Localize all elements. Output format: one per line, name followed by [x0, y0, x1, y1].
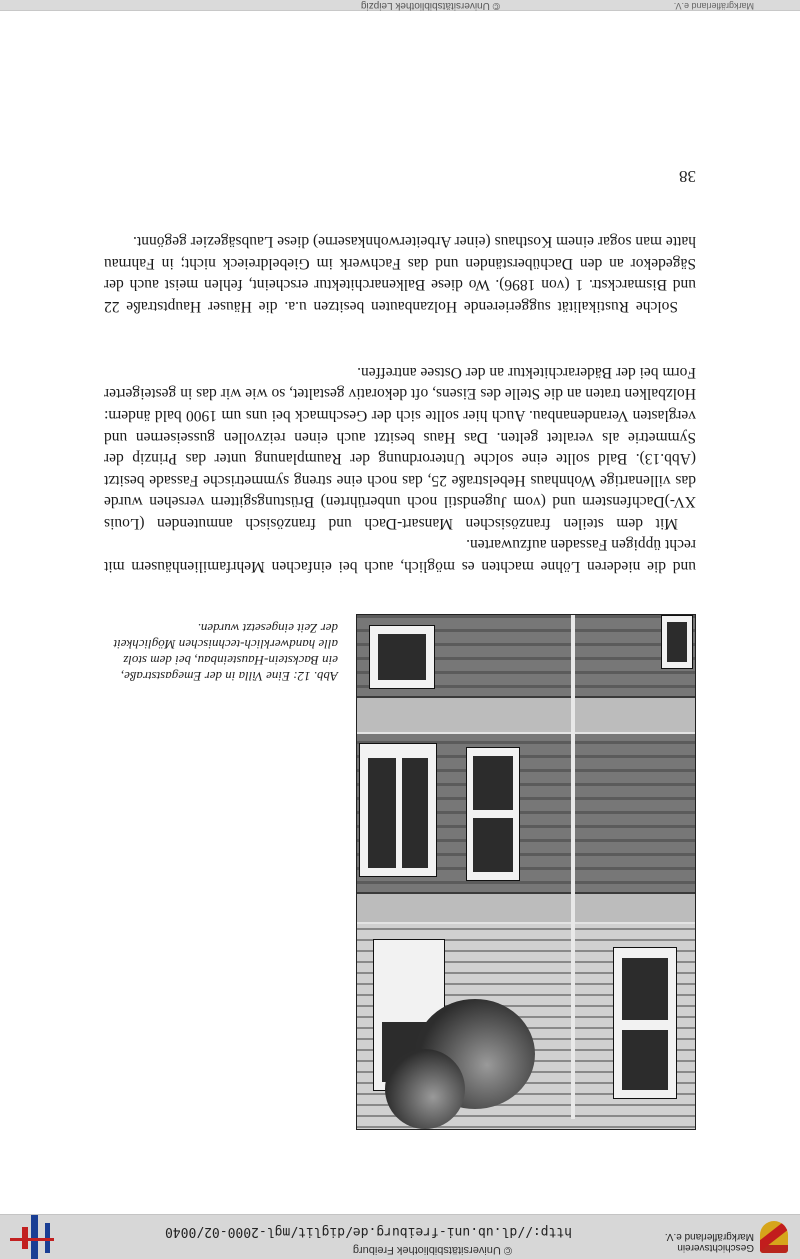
paragraph-mansart: Mit dem steilen französischen Mansart-Dach und französisch anmutenden (Louis XV-)Dachfenstern und (vom Jugendstil noch unberührten) Brüstungsgittern versehen wurde das villenartige Wohnhaus Hebelstraße 25, das noch eine streng symmetrische Fassade besitzt (Abb.13). Bald sollte eine solche Unterordnung der Raumplanung unter das Prinzip der Symmetrie als veraltet gelten. Das Haus besitzt auch einen reizvollen gusseisernen und verglasten Verandenanbau. Auch hier sollte sich der Geschmack bei uns um 1900 bald ändern: Holzbalken traten an die Stelle des Eisens, oft dekorativ gestaltet, so wie wir das in gesteigerter Form bei der Bäderarchitektur an der Ostsee antreffen.: [104, 363, 696, 532]
paragraph-intro: und die niederen Löhne machten es möglich, auch bei einfachen Mehrfamilienhäusern mit recht üppigen Fassaden aufzuwarten.: [104, 536, 696, 575]
figure-caption: Abb. 12: Eine Villa in der Emegaststraße, ein Backstein-Hausteinbau, bei dem stolz alle handwerklich-technischen Möglichkeit der Zeit eingesetzt wurden.: [113, 621, 338, 684]
society-crest-icon: [758, 1219, 790, 1255]
page-number: 38: [679, 167, 696, 186]
paragraph-rustikalitaet: Solche Rustikalität suggerierende Holzanbauten besitzen u.a. die Häuser Hauptstraße 22 und Bismarckstr. 1 (von 1896). Wo diese Balkenarchitektur erscheint, fehlen meist auch der Sägedekor an den Dachüberständen und das Fachwerk im Giebeldreieck nicht; in Fahrnau hatte man sogar einem Kosthaus (einer Arbeiterwohnkaserne) diese Laubsägezier gegönnt.: [104, 233, 696, 315]
villa-photograph: [356, 614, 696, 1130]
header-bar: [0, 1214, 800, 1259]
society-name: [665, 1231, 754, 1253]
society-line-2: Markgräflerland e.V.: [664, 1231, 754, 1242]
footer-library-text: © Universitätsbibliothek Leipzig: [360, 0, 500, 11]
document-url[interactable]: http://dl.ub.uni-freiburg.de/diglit/mgl-2000-02/0040: [165, 1224, 572, 1239]
society-line-1: Geschichtsverein: [677, 1242, 754, 1253]
footer-society-text: Markgräflerland e.V.: [673, 1, 754, 11]
university-library-logo-icon: [8, 1215, 54, 1259]
library-copyright: © Universitätsbibliothek Freiburg: [352, 1244, 512, 1256]
footer-strip: [0, 0, 800, 11]
